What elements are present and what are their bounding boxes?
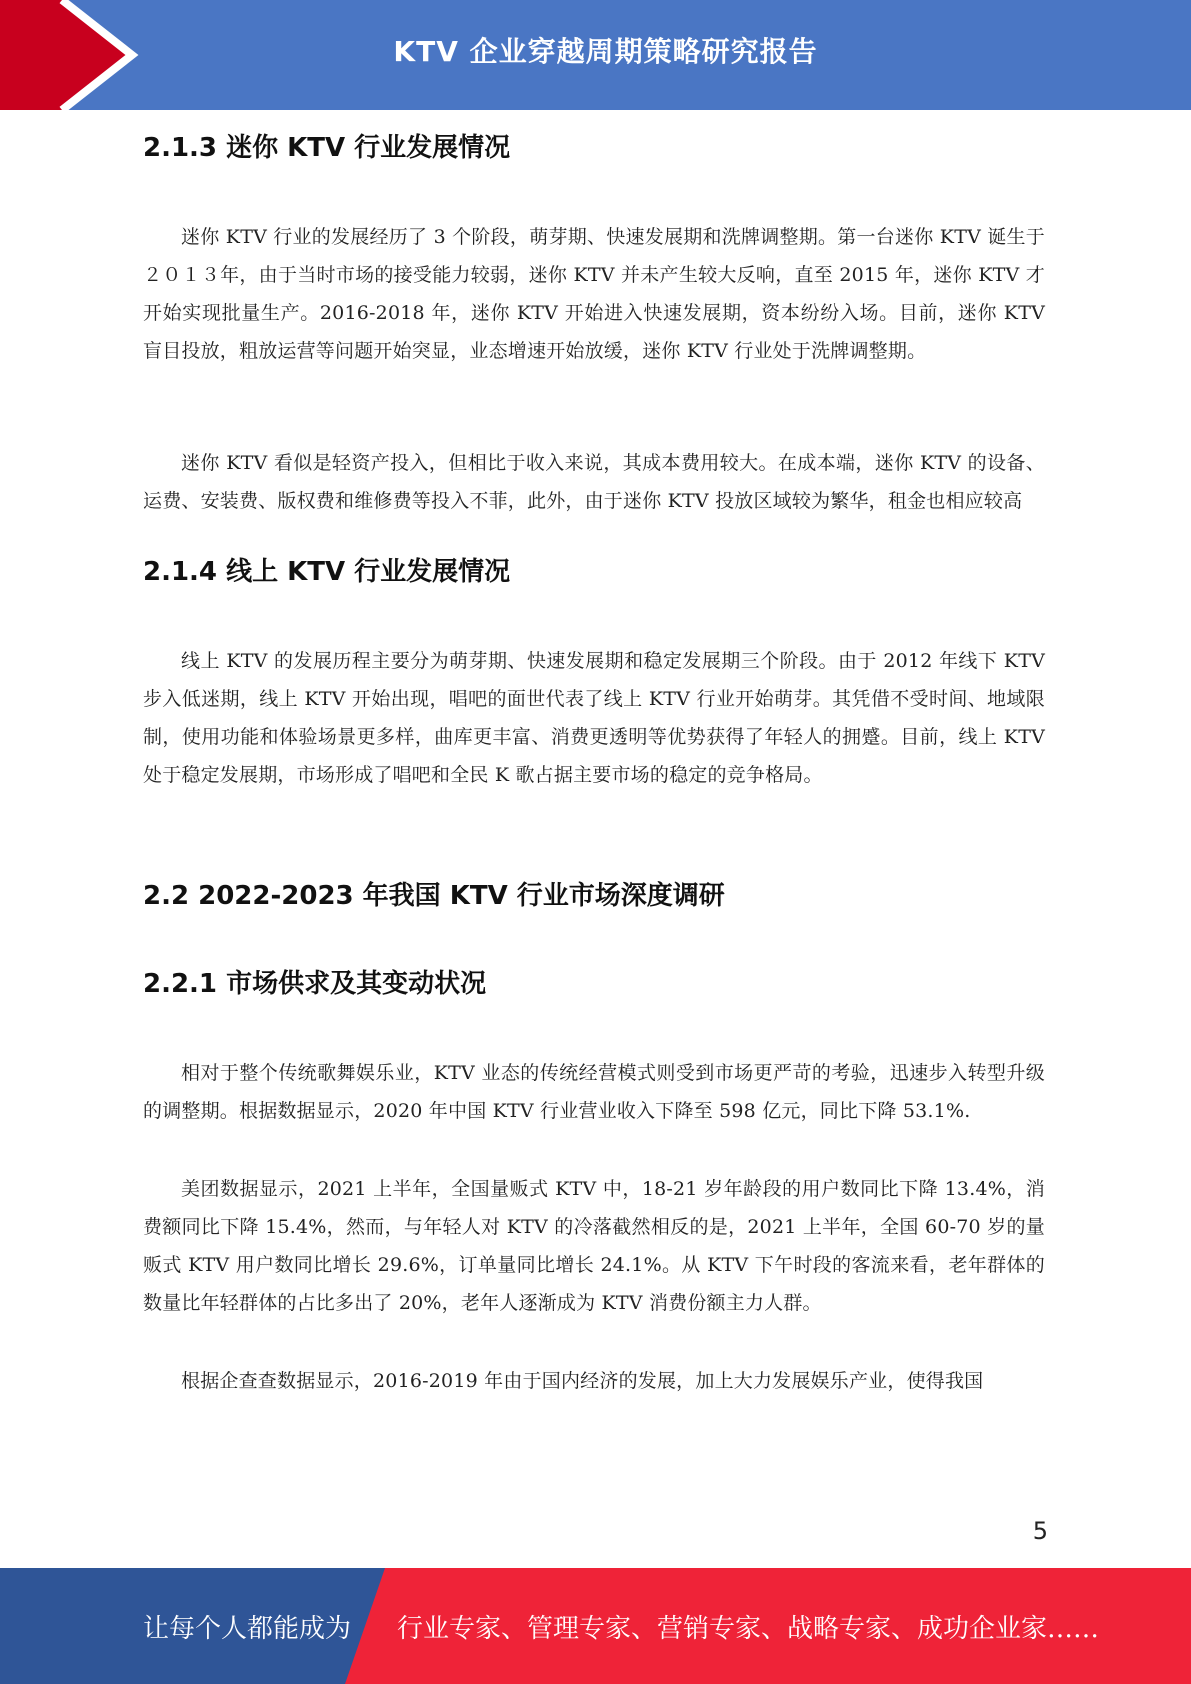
paragraph: 迷你 KTV 行业的发展经历了 3 个阶段，萌芽期、快速发展期和洗牌调整期。第一台迷你 KTV 诞生于２０１３年，由于当时市场的接受能力较弱，迷你 KTV 并未产生较大反响，直至 2015 年，迷你 KTV 才开始实现批量生产。2016-2018 年，迷你 KTV 开始进入快速发展期，资本纷纷入场。目前，迷你 KTV 盲目投放，粗放运营等问题开始突显，业态增速开始放缓，迷你 KTV 行业处于洗牌调整期。 [143, 226, 1045, 362]
main-content [143, 118, 1045, 1400]
footer-slogan-right: 行业专家、管理专家、营销专家、战略专家、成功企业家…… [397, 1613, 1100, 1644]
section-heading-2-1-4: 2.1.4 线上 KTV 行业发展情况 [143, 557, 511, 587]
paragraph: 相对于整个传统歌舞娱乐业，KTV 业态的传统经营模式则受到市场更严苛的考验，迅速步入转型升级的调整期。根据数据显示，2020 年中国 KTV 行业营业收入下降至 598 亿元，同比下降 53.1%. [143, 1062, 1045, 1122]
section-heading-2-1-3: 2.1.3 迷你 KTV 行业发展情况 [143, 133, 511, 163]
paragraph: 线上 KTV 的发展历程主要分为萌芽期、快速发展期和稳定发展期三个阶段。由于 2012 年线下 KTV 步入低迷期，线上 KTV 开始出现，唱吧的面世代表了线上 KTV 行业开始萌芽。其凭借不受时间、地域限制，使用功能和体验场景更多样，曲库更丰富、消费更透明等优势获得了年轻人的拥蹙。目前，线上 KTV 处于稳定发展期，市场形成了唱吧和全民 K 歌占据主要市场的稳定的竞争格局。 [143, 650, 1045, 786]
footer-slogan-left: 让每个人都能成为 [143, 1613, 352, 1644]
page-header [0, 0, 1191, 110]
report-title: KTV 企业穿越周期策略研究报告 [393, 35, 818, 68]
paragraph: 迷你 KTV 看似是轻资产投入，但相比于收入来说，其成本费用较大。在成本端，迷你 KTV 的设备、运费、安装费、版权费和维修费等投入不菲，此外，由于迷你 KTV 投放区域较为繁华，租金也相应较高 [143, 452, 1045, 512]
section-heading-2-2-1: 2.2.1 市场供求及其变动状况 [143, 969, 487, 999]
page-footer [0, 1568, 1191, 1684]
page-number: 5 [1032, 1517, 1048, 1545]
section-heading-2-2: 2.2 2022-2023 年我国 KTV 行业市场深度调研 [143, 881, 725, 911]
paragraph: 美团数据显示，2021 上半年，全国量贩式 KTV 中，18-21 岁年龄段的用户数同比下降 13.4%，消费额同比下降 15.4%，然而，与年轻人对 KTV 的冷落截然相反的是，2021 上半年，全国 60-70 岁的量贩式 KTV 用户数同比增长 29.6%，订单量同比增长 24.1%。从 KTV 下午时段的客流来看，老年群体的数量比年轻群体的占比多出了 20%，老年人逐渐成为 KTV 消费份额主力人群。 [143, 1178, 1045, 1314]
paragraph: 根据企查查数据显示，2016-2019 年由于国内经济的发展，加上大力发展娱乐产业，使得我国 [181, 1370, 984, 1392]
